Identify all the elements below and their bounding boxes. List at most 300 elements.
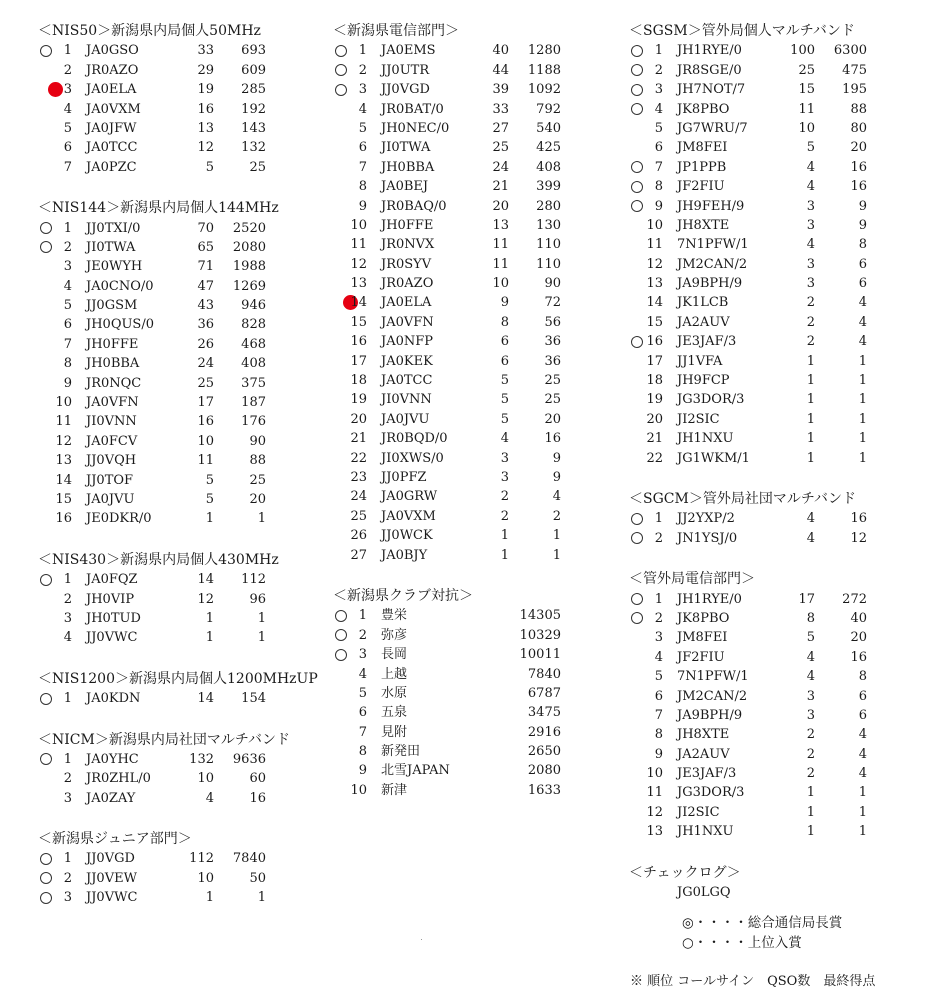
final-score: 6300: [833, 43, 867, 59]
qso-count: 1: [205, 890, 214, 906]
result-row: [333, 80, 593, 99]
rank: 2: [63, 62, 72, 78]
callsign: JR0NQC: [86, 375, 142, 391]
rank: 21: [646, 431, 663, 447]
rank: 26: [350, 528, 367, 544]
callsign: JG3DOR/3: [677, 785, 745, 801]
callsign: JR0ZHL/0: [86, 771, 151, 787]
legend-prize: ○・・・・上位入賞: [682, 935, 802, 951]
result-row: [38, 609, 298, 628]
callsign: JJ0VGD: [381, 82, 430, 98]
section: [38, 551, 298, 648]
final-score: 375: [241, 375, 266, 391]
result-row: [38, 432, 298, 451]
callsign: JF2FIU: [677, 179, 725, 195]
result-row: [38, 689, 298, 708]
result-row: [333, 781, 593, 800]
qso-count: 6: [500, 353, 509, 369]
qso-count: 20: [492, 198, 509, 214]
rank: 9: [654, 746, 663, 762]
result-row: [629, 590, 899, 609]
qso-count: 15: [798, 82, 815, 98]
section: [629, 22, 899, 468]
final-score: 1: [552, 547, 561, 563]
callsign: JI0VNN: [381, 392, 432, 408]
section: [38, 22, 298, 177]
final-score: 792: [536, 101, 561, 117]
result-row: [629, 216, 899, 235]
final-score: 4: [858, 295, 867, 311]
callsign: JH1RYE/0: [677, 591, 742, 607]
rank: 1: [654, 591, 663, 607]
result-row: [333, 526, 593, 545]
callsign: JA9BPH/9: [677, 707, 743, 723]
final-score: 1633: [527, 782, 561, 798]
qso-count: 2: [500, 508, 509, 524]
result-row: [629, 197, 899, 216]
rank: 2: [63, 591, 72, 607]
rank: 13: [646, 824, 663, 840]
callsign: JA0KDN: [86, 691, 141, 707]
qso-count: 3: [806, 707, 815, 723]
callsign: JA0VFN: [381, 314, 434, 330]
legend-top-award: ◎・・・・総合通信局長賞: [682, 915, 843, 931]
result-row: [629, 745, 899, 764]
final-score: 80: [850, 120, 867, 136]
callsign: JA0VXM: [381, 508, 436, 524]
callsign: JA2AUV: [677, 746, 730, 762]
qso-count: 10: [492, 276, 509, 292]
final-score: 16: [249, 790, 266, 806]
callsign: JG0LGQ: [677, 885, 731, 901]
callsign: JI0TWA: [86, 239, 136, 255]
callsign: JA0JVU: [381, 411, 430, 427]
final-score: 132: [241, 140, 266, 156]
qso-count: 11: [798, 101, 815, 117]
callsign: JK8PBO: [677, 610, 730, 626]
final-score: 1: [257, 610, 266, 626]
final-score: 1: [257, 890, 266, 906]
qso-count: 3: [806, 256, 815, 272]
rank: 4: [654, 649, 663, 665]
callsign: JH8XTE: [677, 727, 730, 743]
final-score: 25: [249, 159, 266, 175]
qso-count: 1: [806, 353, 815, 369]
rank: 8: [358, 179, 367, 195]
final-score: 187: [241, 395, 266, 411]
callsign: JR0NVX: [381, 237, 435, 253]
final-score: 609: [241, 62, 266, 78]
rank: 3: [63, 259, 72, 275]
qso-count: 1: [205, 511, 214, 527]
rank: 1: [63, 691, 72, 707]
final-score: 4: [858, 314, 867, 330]
callsign: JI0TWA: [381, 140, 431, 156]
callsign: JA0GRW: [381, 489, 438, 505]
qso-count: 11: [197, 453, 214, 469]
rank: 6: [654, 688, 663, 704]
callsign: JA0ELA: [86, 82, 137, 98]
rank: 22: [350, 450, 367, 466]
final-score: 195: [842, 82, 867, 98]
callsign: JJ0TOF: [86, 472, 134, 488]
rank: 2: [654, 530, 663, 546]
result-row: [629, 255, 899, 274]
result-row: [629, 706, 899, 725]
qso-count: 1: [806, 431, 815, 447]
callsign: JN1YSJ/0: [677, 530, 738, 546]
final-score: 88: [850, 101, 867, 117]
rank: 1: [63, 43, 72, 59]
qso-count: 2: [806, 746, 815, 762]
qso-count: 1: [500, 528, 509, 544]
final-score: 25: [544, 392, 561, 408]
section-title: ＜NIS50＞新潟県内局個人50MHz: [38, 23, 261, 39]
result-row: [38, 750, 298, 769]
final-score: 25: [249, 472, 266, 488]
rank: 4: [358, 101, 367, 117]
final-score: 1: [858, 353, 867, 369]
final-score: 10011: [519, 647, 561, 663]
final-score: 16: [850, 159, 867, 175]
final-score: 2650: [527, 744, 561, 760]
result-row: [629, 332, 899, 351]
result-row: [629, 509, 899, 528]
callsign: JG3DOR/3: [677, 392, 745, 408]
rank: 14: [55, 472, 72, 488]
final-score: 475: [842, 62, 867, 78]
callsign: JJ0VWC: [86, 890, 138, 906]
callsign: JA0BJY: [381, 547, 428, 563]
qso-count: 10: [197, 870, 214, 886]
result-row: [38, 219, 298, 238]
rank: 20: [350, 411, 367, 427]
rank: 1: [63, 851, 72, 867]
rank: 27: [350, 547, 367, 563]
result-row: [333, 100, 593, 119]
final-score: 90: [249, 433, 266, 449]
qso-count: 100: [790, 43, 815, 59]
qso-count: 10: [197, 771, 214, 787]
callsign: JA0TCC: [381, 373, 433, 389]
rank: 10: [55, 395, 72, 411]
section: [629, 490, 899, 548]
final-score: 3475: [527, 705, 561, 721]
rank: 17: [350, 353, 367, 369]
result-row: [38, 789, 298, 808]
final-score: 176: [241, 414, 266, 430]
callsign: JA2AUV: [677, 314, 730, 330]
callsign: JH1RYE/0: [677, 43, 742, 59]
result-row: [38, 451, 298, 470]
rank: 11: [646, 237, 663, 253]
result-row: [38, 888, 298, 907]
final-score: 1280: [527, 43, 561, 59]
rank: 7: [63, 159, 72, 175]
result-row: [629, 313, 899, 332]
qso-count: 12: [197, 140, 214, 156]
rank: 18: [646, 373, 663, 389]
callsign: JH8XTE: [677, 217, 730, 233]
qso-count: 8: [500, 314, 509, 330]
final-score: 6787: [527, 685, 561, 701]
result-row: [38, 238, 298, 257]
qso-count: 9: [500, 295, 509, 311]
qso-count: 3: [806, 198, 815, 214]
result-row: [333, 293, 593, 312]
qso-count: 3: [500, 469, 509, 485]
rank: 13: [350, 276, 367, 292]
qso-count: 16: [197, 101, 214, 117]
result-row: [333, 723, 593, 742]
result-row: [333, 410, 593, 429]
final-score: 1: [858, 450, 867, 466]
final-score: 4: [858, 727, 867, 743]
rank: 11: [646, 785, 663, 801]
rank: 1: [654, 43, 663, 59]
callsign: JH0FFE: [86, 336, 139, 352]
rank: 1: [63, 751, 72, 767]
result-row: [629, 725, 899, 744]
result-row: [333, 507, 593, 526]
callsign: JH0BBA: [86, 356, 140, 372]
callsign: JF2FIU: [677, 649, 725, 665]
result-row: [333, 41, 593, 60]
callsign: JH0TUD: [86, 610, 141, 626]
callsign: JA0FCV: [86, 433, 138, 449]
result-row: [333, 468, 593, 487]
rank: 15: [350, 314, 367, 330]
result-row: [333, 371, 593, 390]
callsign: JJ2YXP/2: [677, 511, 735, 527]
result-row: [333, 352, 593, 371]
result-row: [333, 313, 593, 332]
section: [38, 731, 298, 809]
rank: 1: [358, 43, 367, 59]
callsign: JK1LCB: [677, 295, 729, 311]
final-score: 6: [858, 688, 867, 704]
rank: 8: [63, 356, 72, 372]
result-row: [333, 761, 593, 780]
callsign: JA0JVU: [86, 491, 135, 507]
result-row: [38, 277, 298, 296]
rank: 2: [358, 62, 367, 78]
final-score: 4: [858, 766, 867, 782]
qso-count: 2: [806, 295, 815, 311]
qso-count: 8: [806, 610, 815, 626]
result-row: [38, 628, 298, 647]
result-row: [629, 274, 899, 293]
callsign: JA0BEJ: [381, 179, 429, 195]
final-score: 285: [241, 82, 266, 98]
qso-count: 11: [492, 237, 509, 253]
qso-count: 26: [197, 336, 214, 352]
final-score: 1: [858, 431, 867, 447]
section-title: ＜NIS430＞新潟県内局個人430MHz: [38, 551, 279, 568]
final-score: 693: [241, 43, 266, 59]
result-row: [38, 41, 298, 60]
rank: 12: [646, 256, 663, 272]
result-row: [38, 100, 298, 119]
callsign: JJ0WCK: [381, 528, 433, 544]
final-score: 8: [858, 237, 867, 253]
result-row: [333, 158, 593, 177]
result-row: [333, 138, 593, 157]
callsign: JJ0VQH: [86, 453, 137, 469]
qso-count: 39: [492, 82, 509, 98]
callsign: JM8FEI: [677, 140, 728, 156]
final-score: 425: [536, 140, 561, 156]
result-row: [629, 390, 899, 409]
final-score: 7840: [232, 851, 266, 867]
qso-count: 3: [500, 450, 509, 466]
final-score: 1188: [527, 62, 561, 78]
qso-count: 4: [806, 669, 815, 685]
section: [38, 670, 318, 709]
callsign: JA0KEK: [381, 353, 433, 369]
callsign: JE0DKR/0: [86, 511, 152, 527]
callsign: JH0VIP: [86, 591, 135, 607]
qso-count: 2: [806, 334, 815, 350]
result-row: [333, 255, 593, 274]
result-row: [38, 869, 298, 888]
callsign: JR0BAQ/0: [381, 198, 447, 214]
rank: 5: [358, 120, 367, 136]
final-score: 8: [858, 669, 867, 685]
qso-count: 4: [806, 179, 815, 195]
callsign: JR0BAT/0: [381, 101, 444, 117]
final-score: 56: [544, 314, 561, 330]
result-row: [333, 546, 593, 565]
final-score: 6: [858, 276, 867, 292]
rank: 7: [63, 336, 72, 352]
callsign: JA0ZAY: [86, 790, 136, 806]
qso-count: 2: [806, 314, 815, 330]
final-score: 10329: [519, 627, 561, 643]
qso-count: 16: [197, 414, 214, 430]
final-score: 36: [544, 334, 561, 350]
club-name: 北雪JAPAN: [381, 763, 450, 779]
rank: 8: [654, 727, 663, 743]
result-row: [38, 374, 298, 393]
callsign: JH9FEH/9: [677, 198, 745, 214]
final-score: 14305: [519, 608, 561, 624]
rank: 6: [63, 317, 72, 333]
club-name: 長岡: [381, 647, 408, 663]
final-score: 20: [249, 491, 266, 507]
final-score: 408: [241, 356, 266, 372]
callsign: JJ0UTR: [381, 62, 430, 78]
callsign: JJ1VFA: [677, 353, 723, 369]
section-title: ＜新潟県クラブ対抗＞: [333, 587, 473, 604]
callsign: JA0PZC: [86, 159, 137, 175]
result-row: [38, 509, 298, 528]
section-title: ＜SGCM＞管外局社団マルチバンド: [629, 490, 856, 507]
qso-count: 5: [500, 373, 509, 389]
rank: 6: [358, 705, 367, 721]
callsign: JA0ELA: [381, 295, 432, 311]
result-row: [333, 216, 593, 235]
callsign: JH7NOT/7: [677, 82, 746, 98]
club-name: 水原: [381, 685, 408, 701]
qso-count: 1: [806, 392, 815, 408]
result-row: [629, 158, 899, 177]
qso-count: 5: [205, 491, 214, 507]
rank: 16: [646, 334, 663, 350]
final-score: 9: [858, 198, 867, 214]
final-score: 1: [858, 373, 867, 389]
rank: 5: [654, 120, 663, 136]
club-name: 上越: [381, 666, 408, 682]
rank: 14: [646, 295, 663, 311]
result-row: [629, 352, 899, 371]
rank: 5: [358, 685, 367, 701]
callsign: JJ0VGD: [86, 851, 135, 867]
result-row: [629, 529, 899, 548]
rank: 10: [350, 782, 367, 798]
result-row: [333, 684, 593, 703]
qso-count: 1: [806, 785, 815, 801]
rank: 13: [646, 276, 663, 292]
final-score: 60: [249, 771, 266, 787]
qso-count: 2: [500, 489, 509, 505]
rank: 2: [654, 610, 663, 626]
final-score: 16: [850, 179, 867, 195]
result-row: [629, 61, 899, 80]
qso-count: 19: [197, 82, 214, 98]
callsign: JA0TCC: [86, 140, 138, 156]
rank: 2: [654, 62, 663, 78]
rank: 25: [350, 508, 367, 524]
qso-count: 10: [197, 433, 214, 449]
qso-count: 36: [197, 317, 214, 333]
callsign: JI0XWS/0: [381, 450, 444, 466]
rank: 12: [55, 433, 72, 449]
qso-count: 27: [492, 120, 509, 136]
section-title: ＜NIS144＞新潟県内局個人144MHz: [38, 200, 279, 217]
callsign: JR0SYV: [381, 256, 432, 272]
column-key-note: ※ 順位 コールサイン QSO数 最終得点: [630, 974, 876, 989]
callsign: JA0EMS: [381, 43, 436, 59]
callsign: JG7WRU/7: [677, 120, 748, 136]
rank: 10: [350, 217, 367, 233]
result-row: [629, 687, 899, 706]
final-score: 2080: [527, 763, 561, 779]
rank: 20: [646, 411, 663, 427]
qso-count: 1: [806, 373, 815, 389]
qso-count: 5: [205, 159, 214, 175]
result-row: [629, 783, 899, 802]
rank: 5: [63, 298, 72, 314]
result-row: [333, 429, 593, 448]
qso-count: 6: [500, 334, 509, 350]
qso-count: 5: [806, 140, 815, 156]
callsign: JI0VNN: [86, 414, 137, 430]
qso-count: 5: [500, 392, 509, 408]
final-score: 2080: [232, 239, 266, 255]
final-score: 2520: [232, 220, 266, 236]
result-row: [38, 335, 298, 354]
rank: 15: [646, 314, 663, 330]
final-score: 20: [544, 411, 561, 427]
callsign: JH0NEC/0: [381, 120, 450, 136]
result-row: [38, 296, 298, 315]
rank: 11: [350, 237, 367, 253]
result-row: [38, 769, 298, 788]
qso-count: 24: [492, 159, 509, 175]
callsign: JH1NXU: [677, 824, 734, 840]
callsign: JA0GSO: [86, 43, 139, 59]
